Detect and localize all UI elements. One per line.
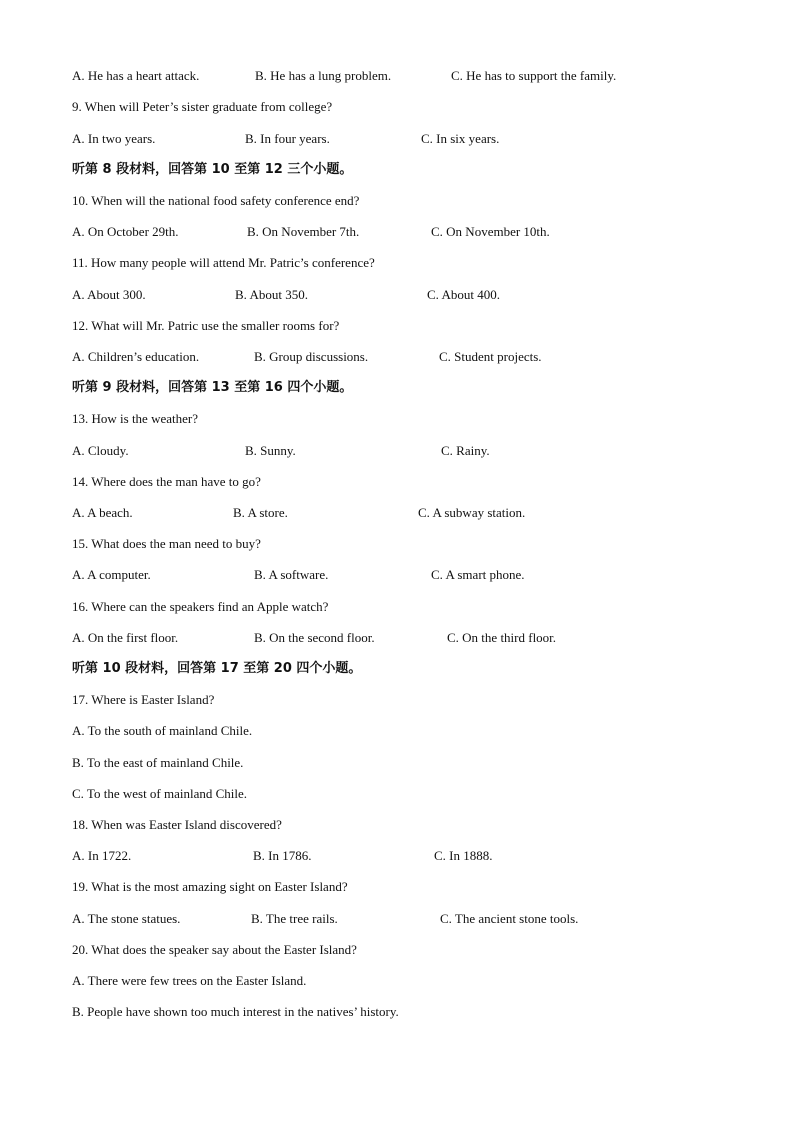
q16-option-c: C. On the third floor. bbox=[447, 630, 557, 645]
q20-option-a: A. There were few trees on the Easter Island. bbox=[72, 973, 307, 988]
q13-question: 13. How is the weather? bbox=[72, 411, 198, 426]
q19-question: 19. What is the most amazing sight on Easter Island? bbox=[72, 879, 348, 894]
q13-option-c: C. Rainy. bbox=[441, 443, 490, 458]
q16-option-b: B. On the second floor. bbox=[254, 630, 375, 645]
q19-option-a: A. The stone statues. bbox=[72, 911, 181, 926]
q13-option-b: B. Sunny. bbox=[245, 443, 296, 458]
q15-option-b: B. A software. bbox=[254, 567, 329, 582]
q20-option-b: B. People have shown too much interest in the natives’ history. bbox=[72, 1004, 399, 1019]
q16-question: 16. Where can the speakers find an Apple watch? bbox=[72, 599, 329, 614]
q8-option-b: B. He has a lung problem. bbox=[255, 68, 392, 83]
q14-option-b: B. A store. bbox=[233, 505, 288, 520]
q12-question: 12. What will Mr. Patric use the smaller rooms for? bbox=[72, 318, 340, 333]
q9-option-a: A. In two years. bbox=[72, 131, 156, 146]
q11-option-a: A. About 300. bbox=[72, 287, 146, 302]
q19-option-c: C. The ancient stone tools. bbox=[440, 911, 579, 926]
q17-option-b: B. To the east of mainland Chile. bbox=[72, 755, 244, 770]
q11-question: 11. How many people will attend Mr. Patric’s conference? bbox=[72, 255, 375, 270]
q8-option-c: C. He has to support the family. bbox=[451, 68, 617, 83]
q11-option-c: C. About 400. bbox=[427, 287, 500, 302]
q13-option-a: A. Cloudy. bbox=[72, 443, 129, 458]
q12-option-b: B. Group discussions. bbox=[254, 349, 369, 364]
q8-option-a: A. He has a heart attack. bbox=[72, 68, 200, 83]
q10-question: 10. When will the national food safety conference end? bbox=[72, 193, 360, 208]
q17-option-c: C. To the west of mainland Chile. bbox=[72, 786, 248, 801]
q16-option-a: A. On the first floor. bbox=[72, 630, 179, 645]
section-9-heading: 听第 9 段材料，回答第 13 至第 16 四个小题。 bbox=[72, 380, 353, 395]
q12-option-a: A. Children’s education. bbox=[72, 349, 200, 364]
q9-option-b: B. In four years. bbox=[245, 131, 330, 146]
q20-question: 20. What does the speaker say about the Easter Island? bbox=[72, 942, 357, 957]
q18-option-b: B. In 1786. bbox=[253, 848, 312, 863]
q18-option-a: A. In 1722. bbox=[72, 848, 132, 863]
q10-option-c: C. On November 10th. bbox=[431, 224, 550, 239]
q19-option-b: B. The tree rails. bbox=[251, 911, 338, 926]
section-8-heading: 听第 8 段材料，回答第 10 至第 12 三个小题。 bbox=[72, 162, 353, 177]
q12-option-c: C. Student projects. bbox=[439, 349, 542, 364]
q17-option-a: A. To the south of mainland Chile. bbox=[72, 723, 253, 738]
q11-option-b: B. About 350. bbox=[235, 287, 308, 302]
section-10-heading: 听第 10 段材料，回答第 17 至第 20 四个小题。 bbox=[72, 661, 362, 676]
q18-question: 18. When was Easter Island discovered? bbox=[72, 817, 282, 832]
q9-question: 9. When will Peter’s sister graduate from college? bbox=[72, 99, 333, 114]
q14-question: 14. Where does the man have to go? bbox=[72, 474, 261, 489]
q18-option-c: C. In 1888. bbox=[434, 848, 493, 863]
q14-option-c: C. A subway station. bbox=[418, 505, 526, 520]
q15-option-a: A. A computer. bbox=[72, 567, 151, 582]
q15-question: 15. What does the man need to buy? bbox=[72, 536, 261, 551]
q10-option-b: B. On November 7th. bbox=[247, 224, 360, 239]
q14-option-a: A. A beach. bbox=[72, 505, 133, 520]
q15-option-c: C. A smart phone. bbox=[431, 567, 525, 582]
q10-option-a: A. On October 29th. bbox=[72, 224, 179, 239]
q17-question: 17. Where is Easter Island? bbox=[72, 692, 215, 707]
q9-option-c: C. In six years. bbox=[421, 131, 500, 146]
